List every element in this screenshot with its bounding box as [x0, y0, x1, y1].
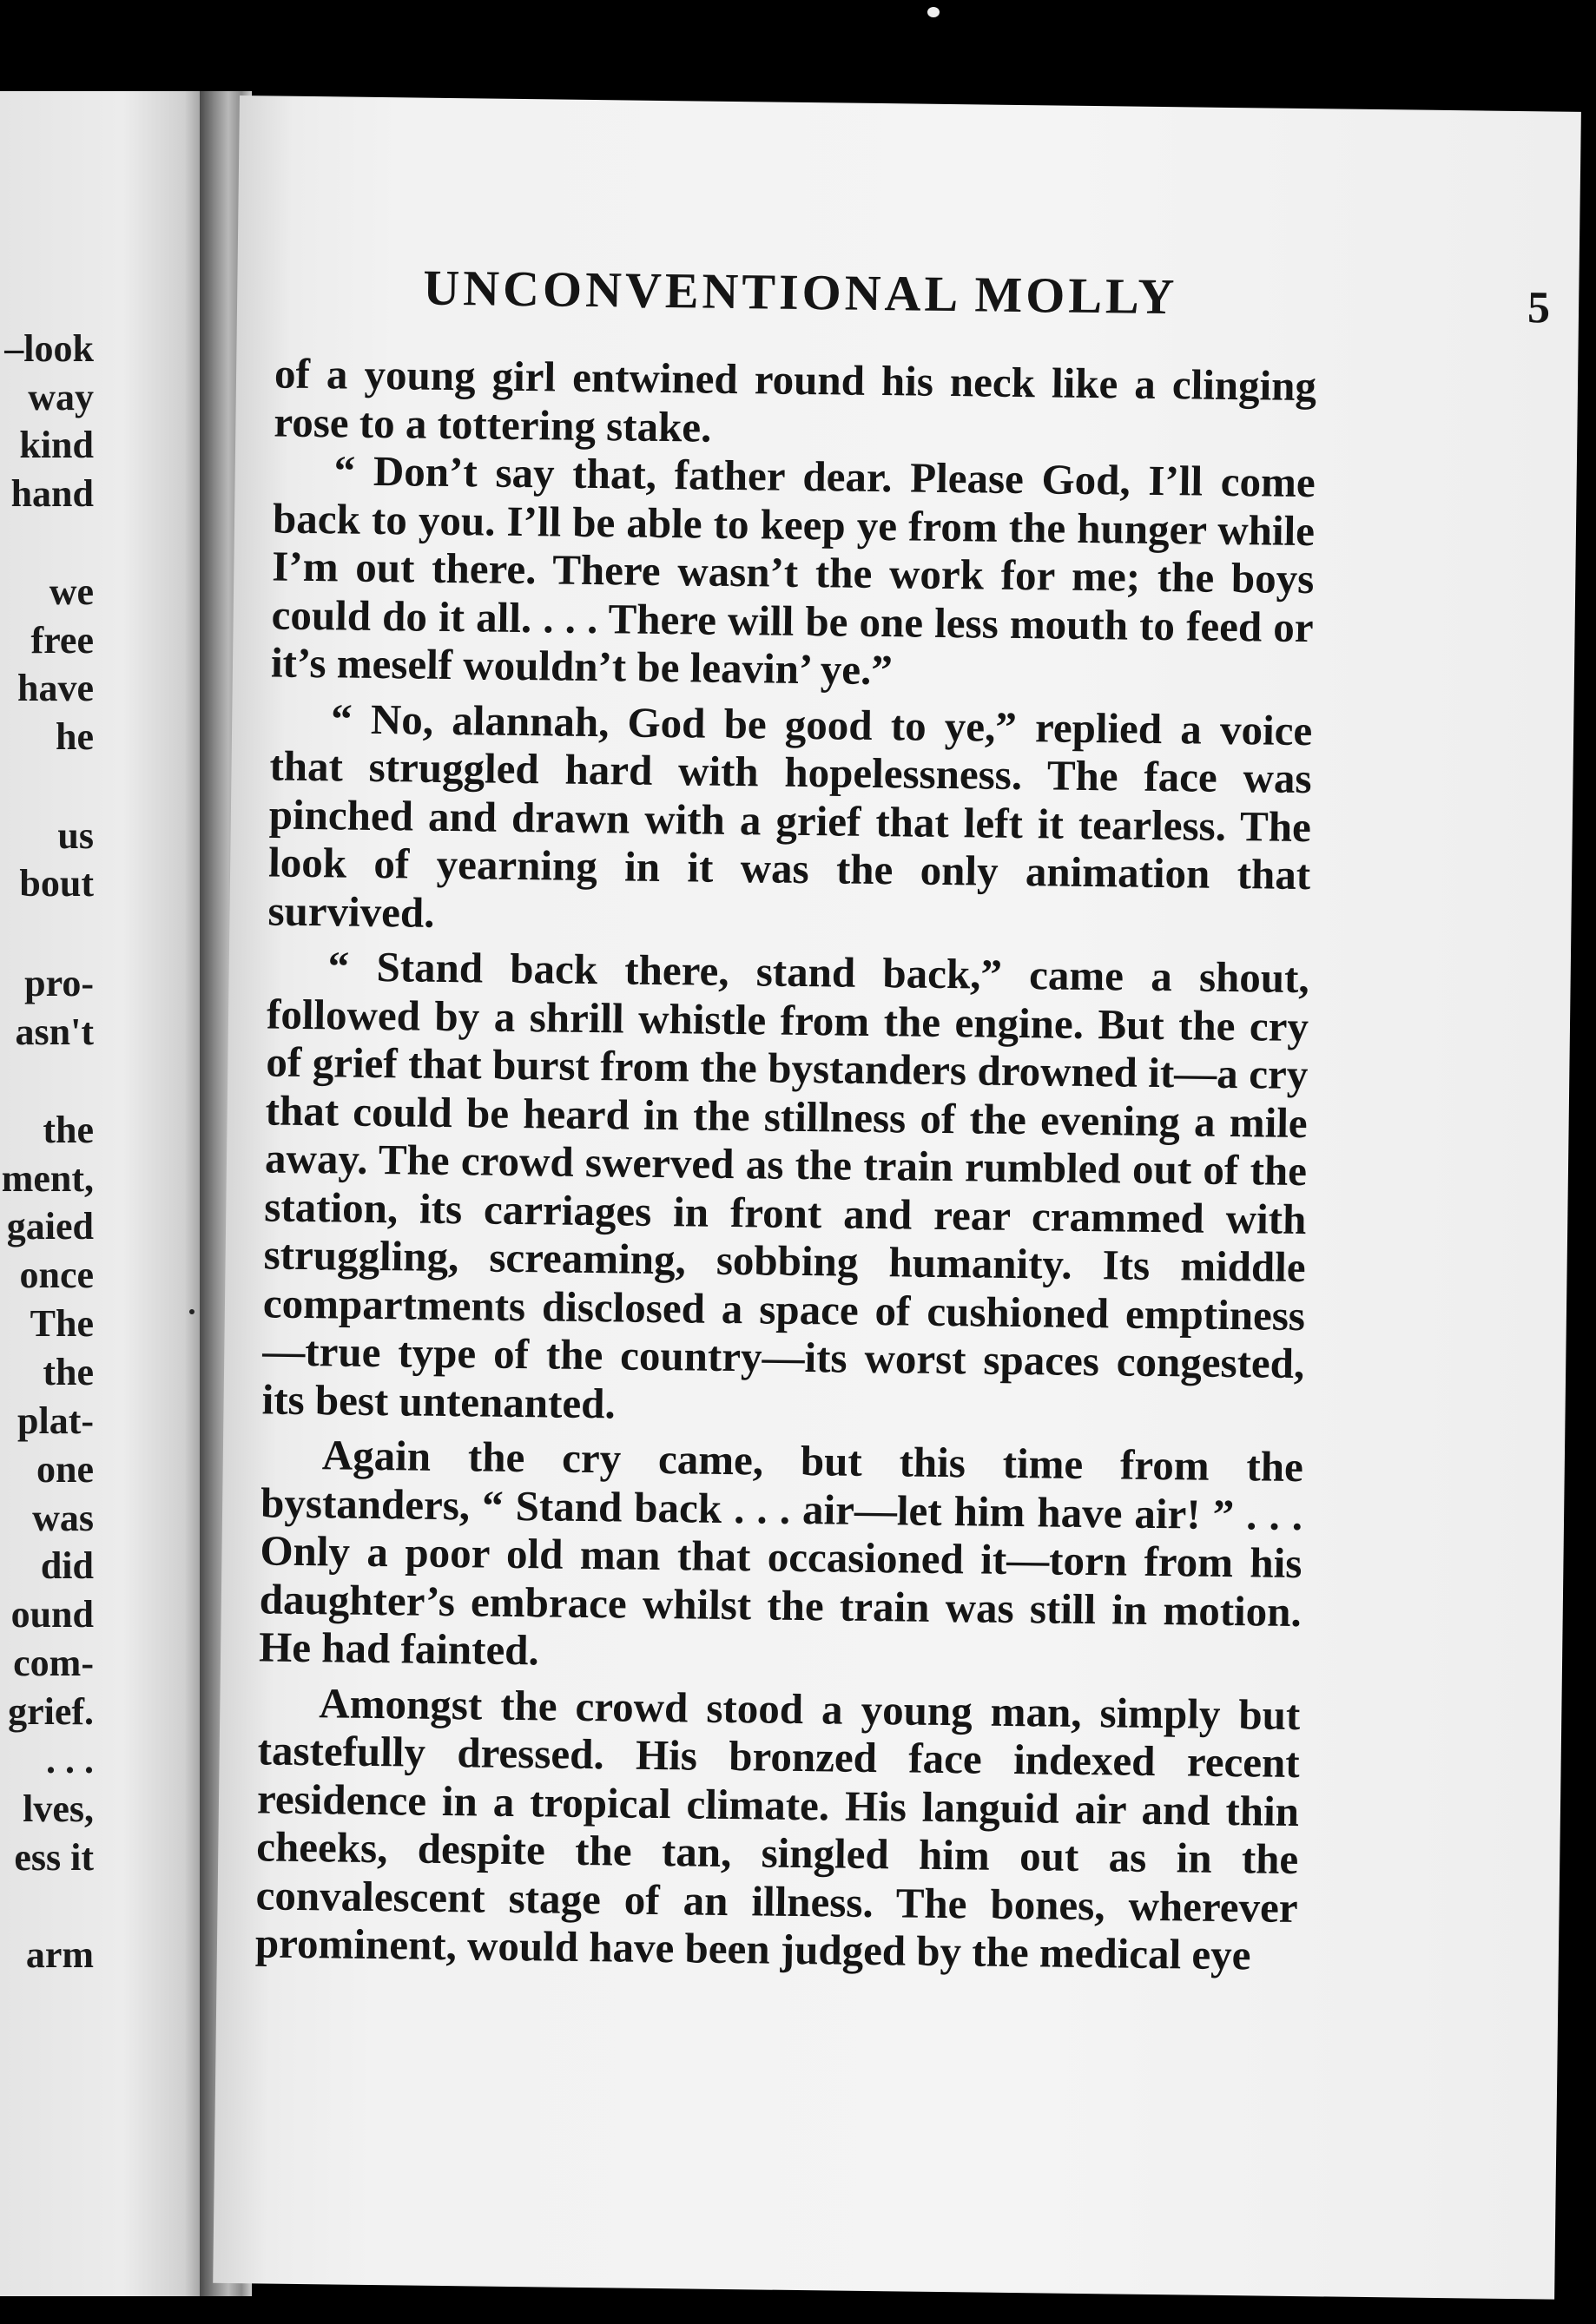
paragraph: Again the cry came, but this time from the bystanders, “ Stand back . . . air—let him have air! ” . . . Only a poor old man that occasioned it—torn from his daughter’s embrace whilst the train was still in motion. He had fainted.: [258, 1431, 1304, 1675]
left-fragment: pro-: [24, 962, 94, 1004]
left-fragment: ound: [10, 1593, 94, 1636]
left-fragment: he: [56, 715, 94, 758]
left-fragment: asn't: [15, 1011, 94, 1053]
left-fragment: arm: [25, 1933, 94, 1976]
left-fragment: way: [28, 376, 94, 418]
left-fragment: . . .: [46, 1739, 94, 1781]
left-fragment: The: [30, 1302, 94, 1345]
left-fragment: gaied: [6, 1205, 94, 1248]
left-fragment: us: [57, 814, 94, 857]
book-page: [213, 95, 1581, 2300]
page-number: 5: [1527, 283, 1551, 333]
left-fragment: was: [32, 1497, 94, 1539]
left-fragment: kind: [19, 424, 94, 466]
left-fragment: ess it: [14, 1836, 94, 1879]
left-fragment: one: [36, 1448, 94, 1491]
left-fragment: grief.: [8, 1690, 94, 1733]
left-fragment: have: [17, 667, 94, 709]
left-fragment: free: [30, 619, 94, 662]
paragraph: “ No, alannah, God be good to ye,” replied a voice that struggled hard with hopelessness. The face was pinched and drawn with a grief that left it tearless. The look of yearning in it was the only animation that survived.: [267, 694, 1313, 937]
left-fragment: –look: [4, 327, 94, 370]
paragraph: “ Don’t say that, father dear. Please God, I’ll come back to you. I’ll be able to keep ye from the hunger while I’m out there. There wasn’t the work for me; the boys could do it all. . . . There will be one less mouth to feed or it’s meself wouldn’t be leavin’ ye.”: [270, 446, 1316, 695]
left-fragment: did: [40, 1544, 94, 1587]
paragraph: “ Stand back there, stand back,” came a shout, followed by a shrill whistle from the engine. But the cry of grief that burst from the bystanders drowned it—a cry that could be heard in the stillness of the evening a mile away. The crowd swerved as the train rumbled out of the station, its carriages in front and rear crammed with struggling, screaming, sobbing humanity. Its middle compartments disclosed a space of cushioned emptiness—true type of the country—its worst spaces congested, its best untenanted.: [261, 942, 1310, 1427]
running-head: [423, 259, 1570, 342]
paragraph: of a young girl entwined round his neck like a clinging rose to a tottering stake.: [274, 349, 1317, 451]
left-fragment: bout: [19, 862, 94, 905]
left-fragment: ment,: [1, 1157, 94, 1200]
running-title: UNCONVENTIONAL MOLLY: [422, 259, 1178, 326]
left-fragment: hand: [10, 472, 94, 515]
body-text: [255, 350, 1317, 1980]
left-fragment: once: [19, 1254, 94, 1296]
scan-speck: [927, 7, 940, 17]
left-fragment: com-: [13, 1642, 94, 1684]
scan-speck: [189, 1309, 195, 1314]
previous-page: [0, 91, 205, 2296]
paragraph: Amongst the crowd stood a young man, simply but tastefully dressed. His bronzed face indexed recent residence in a tropical climate. His languid air and thin cheeks, despite the tan, singled him out as in the convalescent stage of an illness. The bones, wherever prominent, would have been judged by the medical eye: [254, 1678, 1301, 1979]
left-fragment: the: [43, 1109, 94, 1151]
left-fragment: the: [43, 1351, 94, 1393]
left-fragment: we: [49, 570, 94, 613]
left-fragment: lves,: [23, 1787, 94, 1830]
left-fragment: plat-: [17, 1399, 94, 1442]
